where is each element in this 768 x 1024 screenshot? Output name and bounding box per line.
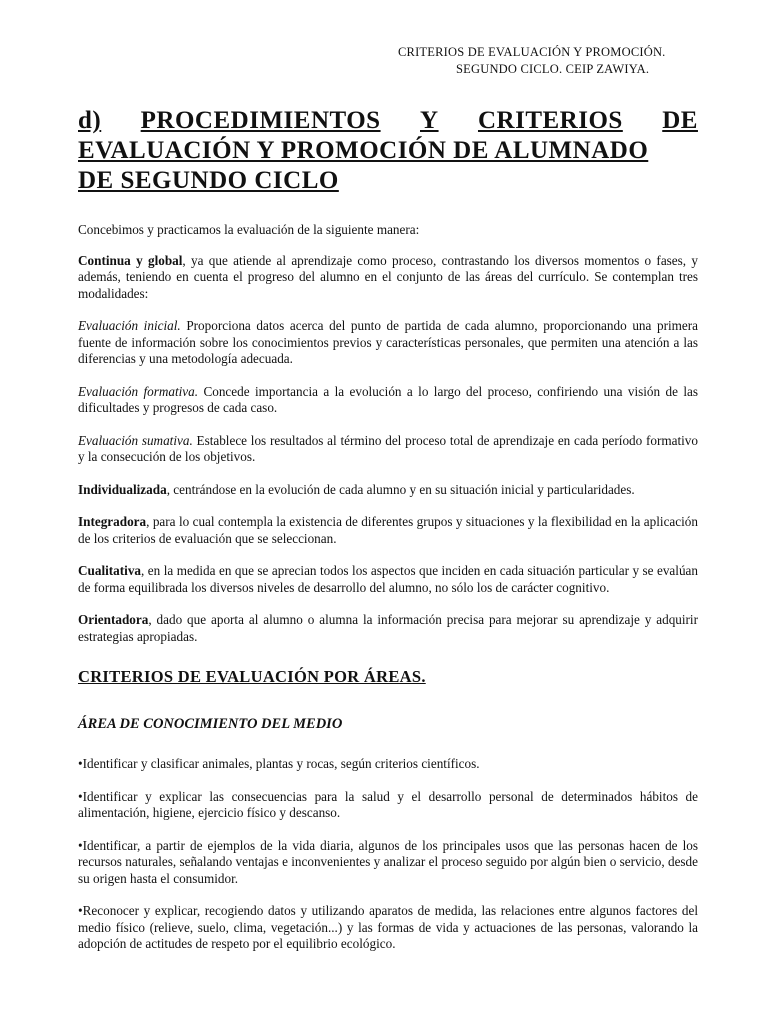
paragraph-cualitativa xyxy=(78,563,698,596)
text-cualitativa: , en la medida en que se aprecian todos los aspectos que inciden en cada situación particular y se evalúan de forma equilibrada los diversos niveles de desarrollo del alumno, no sólo los de carácter cognitivo. xyxy=(78,563,698,595)
title-word: CRITERIOS xyxy=(477,107,623,134)
text-formativa: Concede importancia a la evolución a lo largo del proceso, confiriendo una visión de las dificultades y progresos de cada caso. xyxy=(78,383,699,415)
bullet-item: • Identificar, a partir de ejemplos de la vida diaria, algunos de los principales usos que las personas hacen de los recursos naturales, señalando ventajas e inconvenientes y analizar el proceso seguido por algún bien o servicio, desde su origen hasta el consumidor. xyxy=(78,838,698,888)
term-integradora: Integradora xyxy=(78,514,147,529)
page-header xyxy=(398,44,698,78)
text-inicial: Proporciona datos acerca del punto de partida de cada alumno, proporcionando una primera fuente de información sobre los conocimientos previos y características personales, que permiten una atención a las diferencias y una metodología adecuada. xyxy=(78,318,698,366)
title-word: PROCEDIMIENTOS xyxy=(140,107,381,134)
bullet-item: • Reconocer y explicar, recogiendo datos y utilizando aparatos de medida, las relaciones entre algunos factores del medio físico (relieve, suelo, clima, vegetación...) y las formas de vida y actuaciones de las personas, valorando la adopción de actitudes de respeto por el equilibrio ecológico. xyxy=(78,903,698,953)
text-sumativa: Establece los resultados al término del proceso total de aprendizaje en cada período formativo y la consecución de los objetivos. xyxy=(78,432,698,464)
title-word: Y xyxy=(420,107,439,134)
term-cualitativa: Cualitativa xyxy=(78,563,142,578)
page-title xyxy=(78,106,698,196)
term-formativa: Evaluación formativa. xyxy=(78,383,199,399)
text-orientadora: , dado que aporta al alumno o alumna la información precisa para mejorar su aprendizaje y adquirir estrategias apropiadas. xyxy=(78,612,698,644)
paragraph-continua xyxy=(78,253,698,303)
paragraph-formativa xyxy=(78,384,698,417)
term-sumativa: Evaluación sumativa. xyxy=(78,432,193,448)
text-individualizada: , centrándose en la evolución de cada alumno y en su situación inicial y particularidades. xyxy=(166,481,635,497)
paragraph-sumativa xyxy=(78,433,698,466)
title-line-2: EVALUACIÓN Y PROMOCIÓN DE ALUMNADO xyxy=(78,137,649,164)
title-line-1 xyxy=(78,106,698,136)
header-line-1: CRITERIOS DE EVALUACIÓN Y PROMOCIÓN. xyxy=(398,45,666,59)
term-orientadora: Orientadora xyxy=(78,612,149,627)
term-inicial: Evaluación inicial. xyxy=(78,318,181,333)
title-word: DE xyxy=(662,107,698,134)
intro-paragraph: Concebimos y practicamos la evaluación de la siguiente manera: xyxy=(78,222,420,237)
text-integradora: , para lo cual contempla la existencia de diferentes grupos y situaciones y la flexibilidad en la aplicación de los criterios de evaluación que se seleccionan. xyxy=(78,514,698,546)
paragraph-orientadora xyxy=(78,612,698,645)
header-line-2: SEGUNDO CICLO. CEIP ZAWIYA. xyxy=(456,62,650,76)
paragraph-inicial xyxy=(78,318,698,368)
term-individualizada: Individualizada xyxy=(78,481,167,497)
section-title: CRITERIOS DE EVALUACIÓN POR ÁREAS. xyxy=(78,667,426,686)
paragraph-integradora xyxy=(78,514,698,547)
bullet-item: • Identificar y explicar las consecuencias para la salud y el desarrollo personal de determinados hábitos de alimentación, higiene, ejercicio físico y descanso. xyxy=(78,789,698,822)
document-body xyxy=(78,222,698,969)
bullet-item: • Identificar y clasificar animales, plantas y rocas, según criterios científicos. xyxy=(78,756,698,773)
area-title: ÁREA DE CONOCIMIENTO DEL MEDIO xyxy=(78,715,343,732)
paragraph-individualizada xyxy=(78,482,698,499)
term-continua: Continua y global xyxy=(78,252,183,268)
title-line-3: DE SEGUNDO CICLO xyxy=(78,167,339,194)
text-continua: , ya que atiende al aprendizaje como proceso, contrastando los diversos momentos o fases, y además, teniendo en cuenta el progreso del alumno en el conjunto de las áreas del currículo. Se contemplan tres modalidades: xyxy=(78,252,698,301)
title-word: d) xyxy=(78,107,102,134)
